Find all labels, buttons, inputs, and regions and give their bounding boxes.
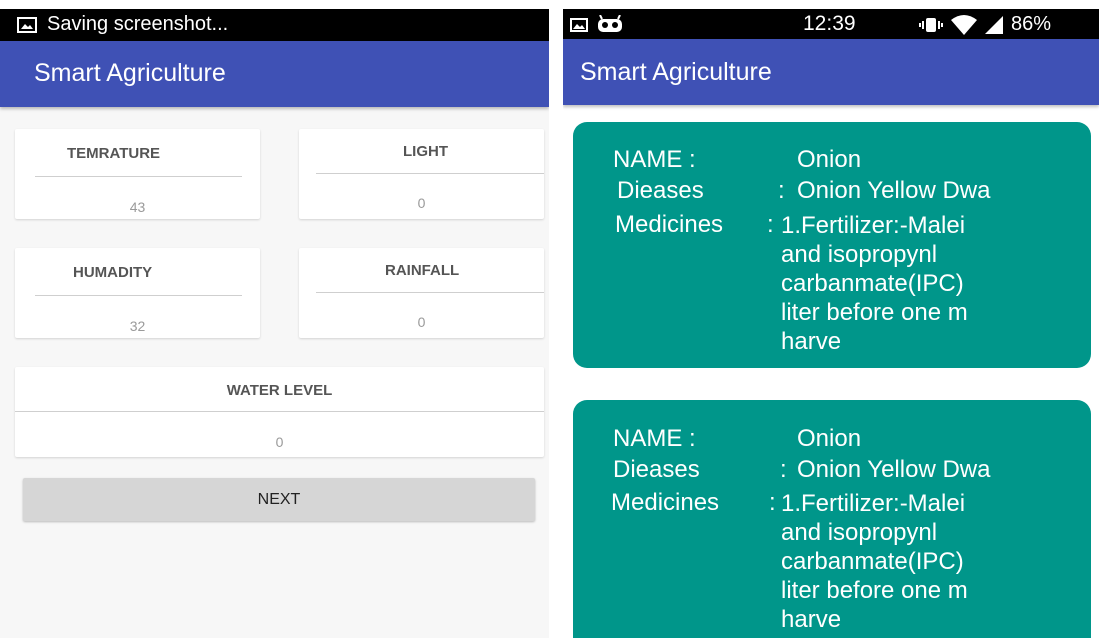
signal-icon [983,16,1005,34]
top-margin [563,0,1099,9]
rainfall-value: 0 [417,314,426,330]
temperature-value: 43 [129,199,146,215]
card-divider [316,292,544,293]
disease-label: Dieases [613,456,700,483]
clock-time: 12:39 [803,12,856,35]
disease-separator: : [778,177,785,204]
card-divider [316,173,544,174]
status-bar [0,9,549,41]
gallery-icon [570,18,588,32]
top-margin [0,0,549,9]
disease-screen [563,0,1099,638]
light-card [299,129,544,219]
wifi-icon [951,15,977,35]
card-divider [35,295,242,296]
name-label: NAME : [613,146,696,173]
disease-value: Onion Yellow Dwa [797,456,991,483]
name-label: NAME : [613,425,696,452]
sensor-screen [0,0,549,638]
card-divider [35,176,242,177]
battery-percent: 86% [1011,13,1052,35]
app-title: Smart Agriculture [580,58,772,86]
name-value: Onion [797,425,862,452]
disease-separator: : [780,456,787,483]
app-title: Smart Agriculture [34,59,226,87]
light-label: LIGHT [403,143,448,160]
disease-card[interactable] [573,400,1091,638]
card-divider [15,411,544,412]
screenshot-icon [17,17,37,33]
app-bar [0,41,549,107]
vibrate-icon [919,17,943,33]
disease-card[interactable] [573,122,1091,368]
android-debug-icon [597,15,623,33]
humidity-card [15,248,260,338]
medicine-separator: : [769,489,776,516]
disease-value: Onion Yellow Dwa [797,177,991,204]
medicine-label: Medicines [611,489,720,516]
medicine-value: 1.Fertilizer:-Malei and isopropynl carbanmate(IPC) liter before one m harve [781,212,968,355]
humidity-value: 32 [129,318,146,334]
app-bar [563,39,1099,105]
temperature-label: TEMRATURE [67,145,161,162]
water-level-card [15,367,544,457]
disease-label: Dieases [617,177,704,204]
water-level-value: 0 [275,434,284,450]
status-text: Saving screenshot... [47,13,229,35]
humidity-label: HUMADITY [73,264,153,281]
water-level-label: WATER LEVEL [226,382,333,399]
medicine-separator: : [767,211,774,238]
temperature-card [15,129,260,219]
rainfall-label: RAINFALL [385,262,460,279]
rainfall-card [299,248,544,338]
next-button[interactable]: NEXT [23,478,535,521]
name-value: Onion [797,146,862,173]
status-bar [563,9,1099,39]
medicine-value: 1.Fertilizer:-Malei and isopropynl carbanmate(IPC) liter before one m harve [781,490,968,633]
medicine-label: Medicines [615,211,724,238]
light-value: 0 [417,195,426,211]
